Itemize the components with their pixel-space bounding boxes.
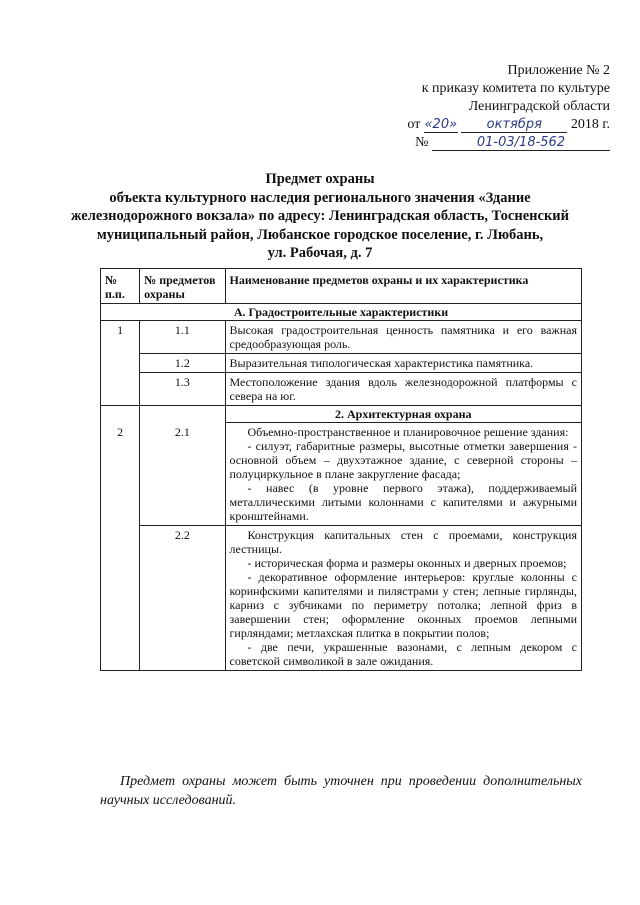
section-2-blank [101,406,140,423]
table-header-row [101,269,582,304]
item-text: Высокая градостроительная ценность памятника и его важная средообразующая роль. [225,321,582,354]
row-num: 2 [101,423,140,671]
header-num: № п.п. [101,269,140,304]
header-protect-num: № предметов охраны [140,269,225,304]
item-point: - навес (в уровне первого этажа), поддерживаемый металлическими литыми колоннами с капителями и ажурными кронштейнами. [229,481,577,523]
protection-table [100,268,582,671]
section-2-blank [140,406,225,423]
date-day-handwritten: «20» [424,117,458,132]
document-title [60,170,580,263]
section-row-2 [101,406,582,423]
item-intro: Конструкция капитальных стен с проемами, конструкция лестницы. [229,528,577,556]
item-id: 2.2 [140,526,225,671]
appendix-region: Ленинградской области [468,99,610,114]
item-point: - две печи, украшенные вазонами, с лепным декором с советской символикой в зале ожидания. [229,640,577,668]
table-row [101,321,582,354]
title-line-3: железнодорожного вокзала» по адресу: Ленинградская область, Тосненский [70,208,570,224]
title-line-4: муниципальный район, Любанское городское поселение, г. Любань, [96,226,544,243]
table-row [101,423,582,526]
item-text [225,423,582,526]
item-text: Выразительная типологическая характеристика памятника. [225,354,582,373]
date-month-handwritten: октября [461,118,567,133]
appendix-order: к приказу комитета по культуре [421,81,610,96]
item-text: Местоположение здания вдоль железнодорожной платформы с севера на юг. [225,373,582,406]
item-id: 2.1 [140,423,225,526]
table-row [101,354,582,373]
appendix-block [360,62,610,152]
table-row [101,526,582,671]
item-point: - историческая форма и размеры оконных и дверных проемов; [247,556,567,570]
title-heading: Предмет охраны [265,171,375,187]
item-point: - силуэт, габаритные размеры, высотные отметки завершения - основной объем – двухэтажное здание, с северной стороны – полуциркульное в плане закругление фасада; [229,439,577,481]
section-row-a [101,304,582,321]
header-name: Наименование предметов охраны и их характеристика [225,269,582,304]
item-id: 1.3 [140,373,225,406]
item-id: 1.2 [140,354,225,373]
date-prefix: от [407,117,421,132]
item-text [225,526,582,671]
appendix-date [360,116,610,134]
date-year: 2018 г. [570,117,610,132]
section-a-title: А. Градостроительные характеристики [101,304,582,321]
item-intro: Объемно-пространственное и планировочное решение здания: [247,425,569,439]
item-id: 1.1 [140,321,225,354]
title-line-5: ул. Рабочая, д. 7 [267,245,373,261]
table-row [101,373,582,406]
number-prefix: № [415,135,429,150]
item-point: - декоративное оформление интерьеров: круглые колонны с коринфскими капителями и пилястрами у стен; лепные гирлянды, карниз с зубчиками по периметру потолка; лепной фриз в завершении стен; оформление оконных проемов лепными гирляндами; метлахская плитка в покрытии полов; [229,570,577,640]
section-2-title: 2. Архитектурная охрана [225,406,582,423]
appendix-number [360,134,610,152]
title-line-2: объекта культурного наследия регионального значения «Здание [109,189,531,206]
appendix-title: Приложение № 2 [507,63,610,78]
number-handwritten: 01-03/18-562 [432,136,610,151]
row-num: 1 [101,321,140,406]
footer-note: Предмет охраны может быть уточнен при проведении дополнительных научных исследований. [100,774,582,808]
